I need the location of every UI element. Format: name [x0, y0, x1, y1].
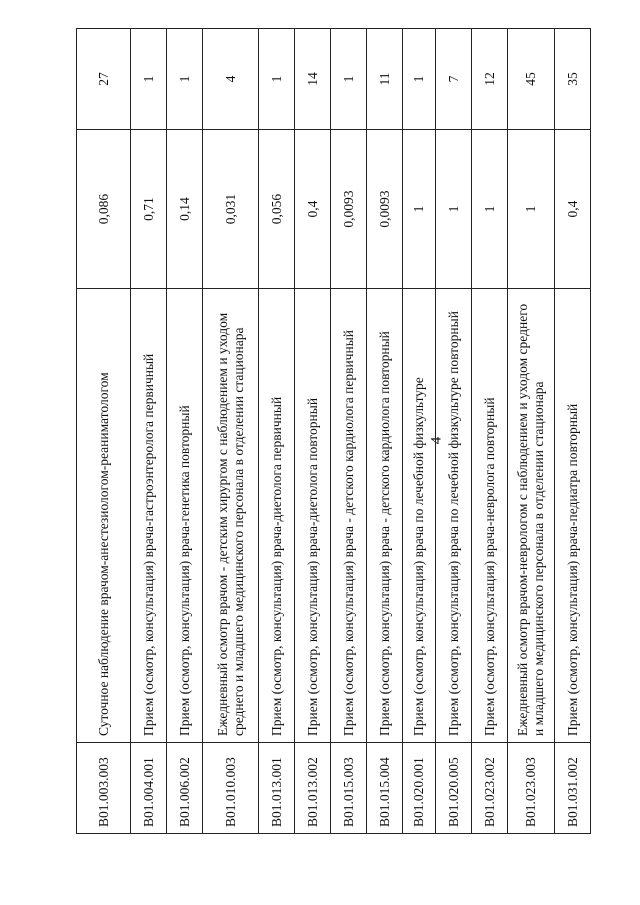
multiplicity-cell: 11 [367, 29, 403, 130]
page-number: 4 [428, 436, 445, 445]
service-name-cell: Ежедневный осмотр врачом - детским хирургом с наблюдением и уходом среднего и младшего медицинского персонала в отделении стационара [203, 289, 259, 743]
service-name-cell: Прием (осмотр, консультация) врача по лечебной физкультуре [403, 289, 436, 743]
service-name-cell: Прием (осмотр, консультация) врача-генетика повторный [167, 289, 203, 743]
multiplicity-cell: 1 [259, 29, 295, 130]
table-row [472, 29, 508, 834]
frequency-cell: 1 [403, 130, 436, 289]
table-row [403, 29, 436, 834]
frequency-cell: 0,4 [295, 130, 331, 289]
table-row [203, 29, 259, 834]
frequency-cell: 0,4 [555, 130, 591, 289]
service-code-cell: B01.010.003 [203, 743, 259, 834]
service-name-cell: Прием (осмотр, консультация) врача - детского кардиолога первичный [331, 289, 367, 743]
service-code-cell: B01.023.003 [508, 743, 555, 834]
service-code-cell: B01.020.005 [436, 743, 472, 834]
service-code-cell: B01.006.002 [167, 743, 203, 834]
table-row [331, 29, 367, 834]
multiplicity-cell: 45 [508, 29, 555, 130]
service-name-cell: Суточное наблюдение врачом-анестезиологом-реаниматологом [77, 289, 131, 743]
multiplicity-cell: 7 [436, 29, 472, 130]
services-table-rotated [76, 28, 580, 834]
table-row [259, 29, 295, 834]
table-row [295, 29, 331, 834]
frequency-cell: 0,71 [131, 130, 167, 289]
table-row [77, 29, 131, 834]
multiplicity-cell: 27 [77, 29, 131, 130]
multiplicity-cell: 1 [403, 29, 436, 130]
multiplicity-cell: 1 [131, 29, 167, 130]
service-code-cell: B01.013.001 [259, 743, 295, 834]
service-code-cell: B01.023.002 [472, 743, 508, 834]
service-name-cell: Прием (осмотр, консультация) врача-диетолога первичный [259, 289, 295, 743]
frequency-cell: 0,031 [203, 130, 259, 289]
frequency-cell: 1 [472, 130, 508, 289]
services-table-body [77, 29, 591, 834]
frequency-cell: 0,0093 [331, 130, 367, 289]
service-name-cell: Ежедневный осмотр врачом-неврологом с наблюдением и уходом среднего и младшего медицинского персонала в отделении стационара [508, 289, 555, 743]
services-table-wrapper [76, 28, 580, 834]
service-code-cell: B01.015.003 [331, 743, 367, 834]
service-code-cell: B01.020.001 [403, 743, 436, 834]
table-row [131, 29, 167, 834]
service-name-cell: Прием (осмотр, консультация) врача-педиатра повторный [555, 289, 591, 743]
table-row [436, 29, 472, 834]
service-code-cell: B01.004.001 [131, 743, 167, 834]
multiplicity-cell: 4 [203, 29, 259, 130]
service-name-cell: Прием (осмотр, консультация) врача - детского кардиолога повторный [367, 289, 403, 743]
frequency-cell: 0,056 [259, 130, 295, 289]
frequency-cell: 0,0093 [367, 130, 403, 289]
multiplicity-cell: 12 [472, 29, 508, 130]
multiplicity-cell: 14 [295, 29, 331, 130]
frequency-cell: 1 [508, 130, 555, 289]
table-row [367, 29, 403, 834]
service-name-cell: Прием (осмотр, консультация) врача по лечебной физкультуре повторный [436, 289, 472, 743]
frequency-cell: 0,14 [167, 130, 203, 289]
multiplicity-cell: 1 [331, 29, 367, 130]
service-name-cell: Прием (осмотр, консультация) врача-диетолога повторный [295, 289, 331, 743]
table-row [167, 29, 203, 834]
table-row [508, 29, 555, 834]
multiplicity-cell: 35 [555, 29, 591, 130]
table-row [555, 29, 591, 834]
frequency-cell: 1 [436, 130, 472, 289]
service-code-cell: B01.013.002 [295, 743, 331, 834]
service-code-cell: B01.003.003 [77, 743, 131, 834]
service-code-cell: B01.015.004 [367, 743, 403, 834]
frequency-cell: 0,086 [77, 130, 131, 289]
service-code-cell: B01.031.002 [555, 743, 591, 834]
service-name-cell: Прием (осмотр, консультация) врача-невролога повторный [472, 289, 508, 743]
services-table [76, 28, 591, 834]
multiplicity-cell: 1 [167, 29, 203, 130]
service-name-cell: Прием (осмотр, консультация) врача-гастроэнтеролога первичный [131, 289, 167, 743]
